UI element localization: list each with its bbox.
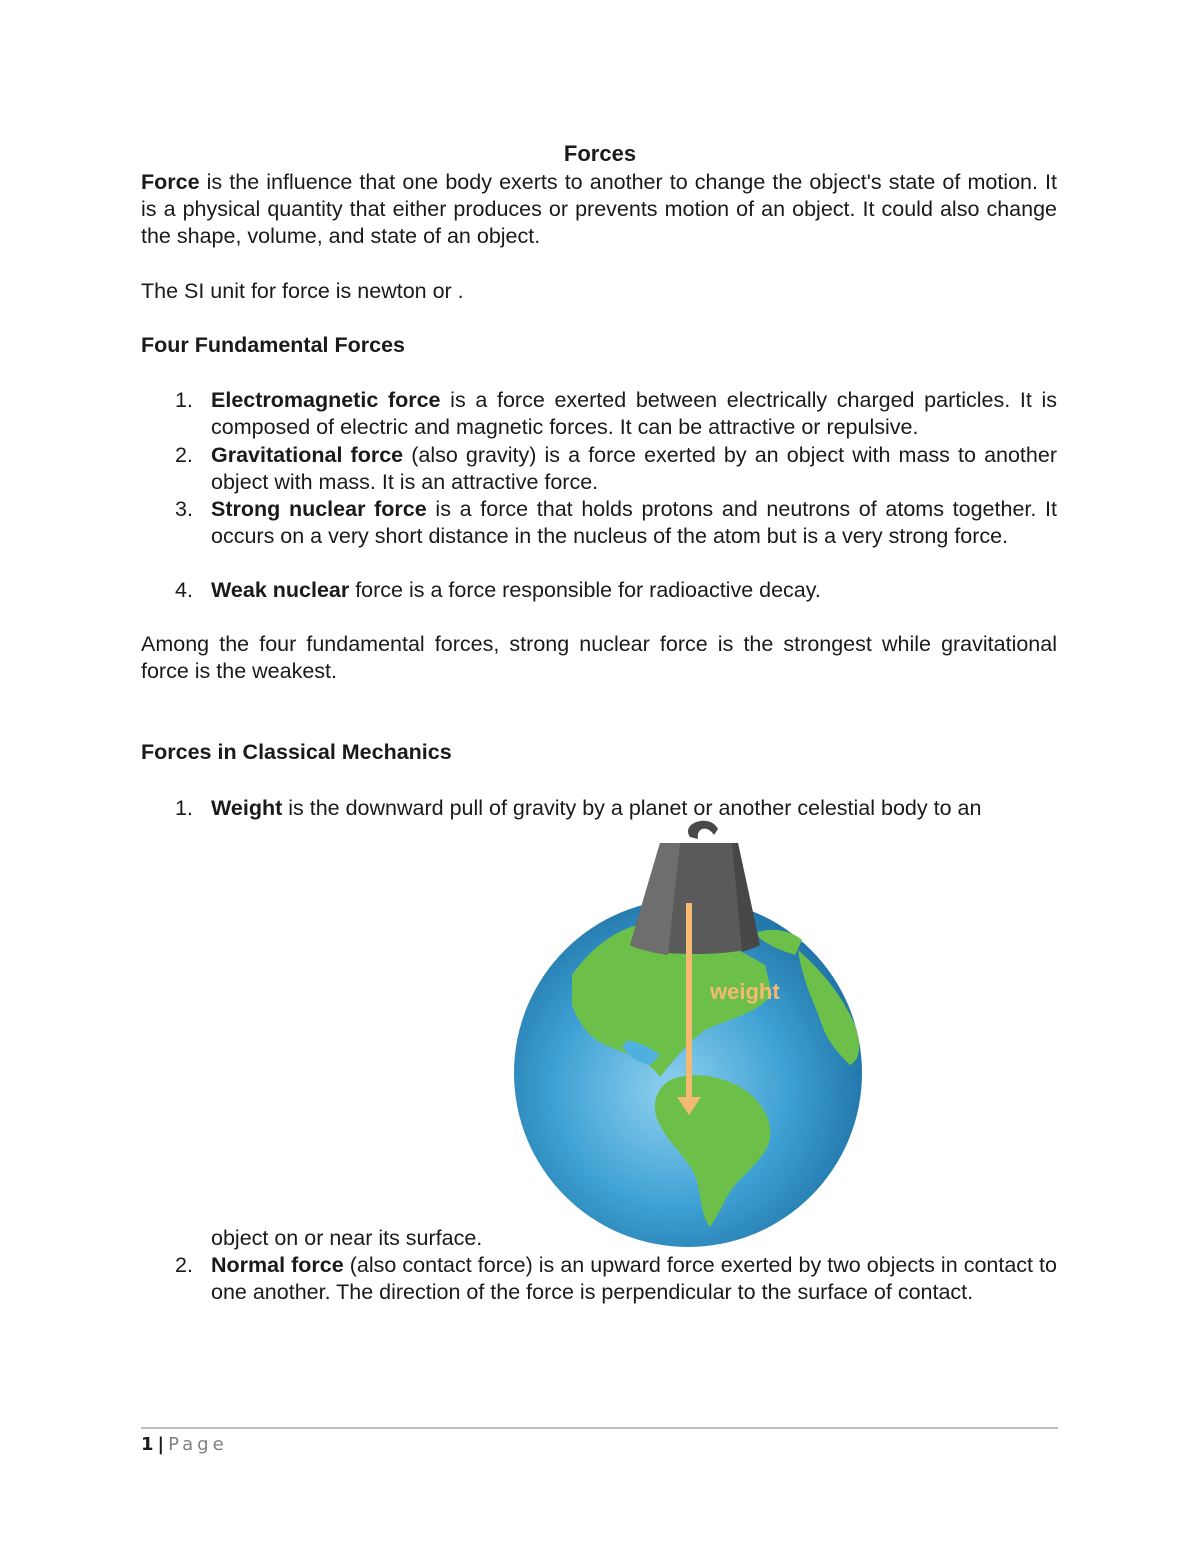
fundamental-forces-heading: Four Fundamental Forces <box>141 333 406 357</box>
arrow-label: weight <box>710 979 780 1004</box>
intro-paragraph <box>141 169 1057 251</box>
list-item <box>141 1252 1057 1306</box>
intro-text: is the influence that one body exerts to another to change the object's state of motion. It is a physical quantity that either produces or prevents motion of an object. It could also change the shape, volume, and state of an object. <box>141 170 1057 249</box>
page-title: Forces <box>563 141 637 166</box>
list-number: 4. <box>175 578 193 602</box>
list-term: Strong nuclear force <box>211 497 427 521</box>
page-footer <box>141 1434 228 1455</box>
list-term: Weight <box>211 796 283 820</box>
list-item-body <box>211 387 1057 441</box>
list-term: Normal force <box>211 1253 344 1277</box>
list-text: is a force that holds protons and neutrons of atoms together. It occurs on a very short distance in the nucleus of the atom but is a very strong force. <box>211 497 1057 549</box>
list-number: 2. <box>175 1253 193 1277</box>
fundamental-summary: Among the four fundamental forces, strong nuclear force is the strongest while gravitational force is the weakest. <box>141 632 1057 684</box>
list-item <box>141 442 1057 496</box>
intro-term: Force <box>141 170 200 194</box>
list-item <box>141 577 1057 604</box>
si-unit-paragraph: The SI unit for force is newton or . <box>141 279 464 303</box>
list-item-body <box>211 496 1057 550</box>
weight-block <box>630 821 760 955</box>
list-item <box>141 387 1057 441</box>
list-item <box>141 496 1057 550</box>
list-text: (also contact force) is an upward force exerted by two objects in contact to one another. The direction of the force is perpendicular to the surface of contact. <box>211 1253 1057 1305</box>
weight-on-earth-figure <box>510 815 870 1255</box>
page-label: Page <box>168 1434 228 1455</box>
page-number: 1 <box>141 1434 154 1455</box>
list-number: 1. <box>175 388 193 412</box>
list-number: 3. <box>175 497 193 521</box>
list-text: force is a force responsible for radioactive decay. <box>349 578 821 602</box>
list-term: Electromagnetic force <box>211 388 441 412</box>
classical-forces-heading: Forces in Classical Mechanics <box>141 740 452 764</box>
list-text: is a force exerted between electrically charged particles. It is composed of electric and magnetic forces. It can be attractive or repulsive. <box>211 388 1057 440</box>
footer-divider <box>141 1427 1058 1429</box>
list-item-body <box>211 1252 1057 1306</box>
list-text: is the downward pull of gravity by a planet or another celestial body to an <box>282 796 982 820</box>
list-term: Weak nuclear <box>211 578 350 602</box>
list-term: Gravitational force <box>211 443 404 467</box>
list-item-body <box>211 577 1057 604</box>
footer-separator: | <box>157 1434 165 1455</box>
list-number: 1. <box>175 796 193 820</box>
list-text: (also gravity) is a force exerted by an object with mass to another object with mass. It is an attractive force. <box>211 443 1057 495</box>
list-item-body <box>211 442 1057 496</box>
list-number: 2. <box>175 443 193 467</box>
weight-continuation: object on or near its surface. <box>211 1226 483 1250</box>
